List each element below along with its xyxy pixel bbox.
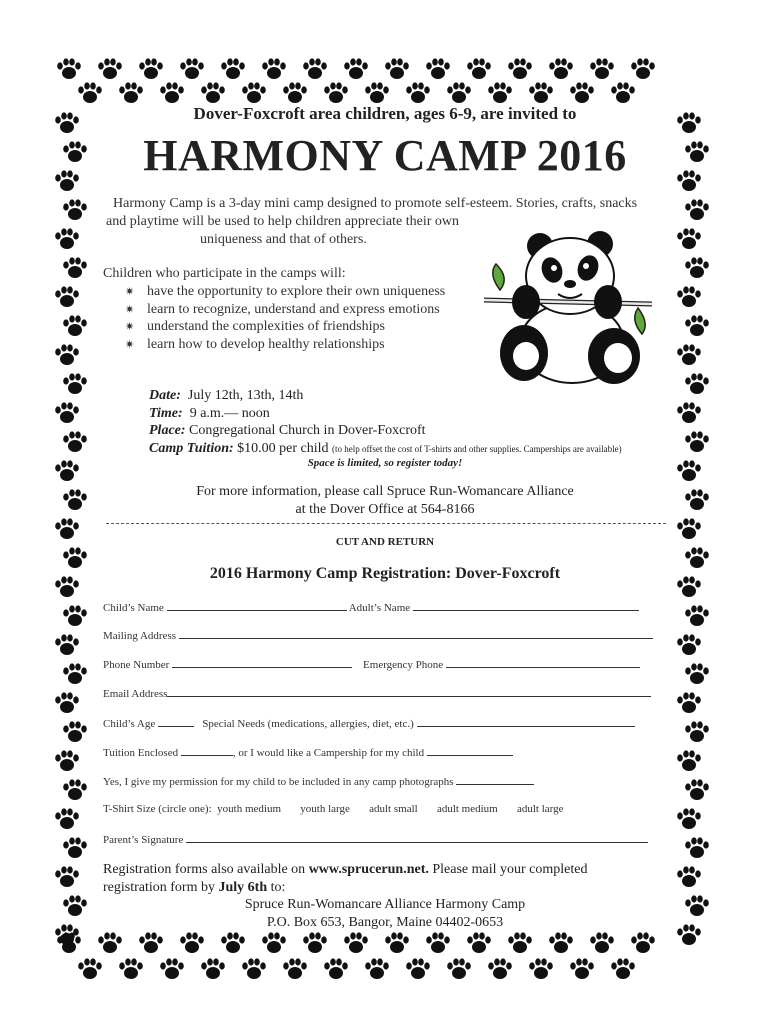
paw-print-icon bbox=[487, 958, 513, 980]
paw-print-icon bbox=[62, 199, 88, 221]
paw-print-icon bbox=[54, 692, 80, 714]
special-needs-label: Special Needs (medications, allergies, diet, etc.) bbox=[202, 718, 414, 730]
paw-print-icon bbox=[684, 257, 710, 279]
paw-print-icon bbox=[220, 58, 246, 80]
paw-print-icon bbox=[507, 58, 533, 80]
paw-print-icon bbox=[62, 663, 88, 685]
paw-print-icon bbox=[302, 58, 328, 80]
footer-text: to: bbox=[267, 880, 286, 895]
paw-print-icon bbox=[200, 958, 226, 980]
form-title: 2016 Harmony Camp Registration: Dover-Foxcroft bbox=[209, 565, 561, 582]
paw-print-icon bbox=[54, 866, 80, 888]
paw-print-icon bbox=[425, 932, 451, 954]
adult-name-field[interactable] bbox=[413, 600, 639, 611]
paw-print-icon bbox=[684, 663, 710, 685]
tuition-enclosed-row bbox=[103, 745, 513, 759]
goal-text: learn how to develop healthy relationships bbox=[147, 337, 385, 352]
paw-print-icon bbox=[282, 82, 308, 104]
goal-item bbox=[125, 284, 445, 300]
bullet-icon: ✷ bbox=[125, 321, 135, 333]
paw-print-icon bbox=[302, 932, 328, 954]
cut-and-return-label: CUT AND RETURN bbox=[335, 536, 435, 548]
date-row bbox=[149, 388, 303, 404]
place-label: Place: bbox=[149, 423, 186, 438]
description-line-2: and playtime will be used to help children appreciate their own bbox=[106, 214, 459, 229]
paw-print-icon bbox=[548, 58, 574, 80]
paw-print-icon bbox=[54, 228, 80, 250]
paw-print-icon bbox=[364, 82, 390, 104]
signature-field[interactable] bbox=[186, 832, 648, 843]
paw-print-icon bbox=[384, 58, 410, 80]
paw-print-icon bbox=[589, 932, 615, 954]
paw-print-icon bbox=[138, 932, 164, 954]
campership-field[interactable] bbox=[427, 745, 513, 756]
special-needs-field[interactable] bbox=[417, 716, 635, 727]
tuition-enclosed-label: Tuition Enclosed bbox=[103, 747, 179, 759]
paw-print-icon bbox=[159, 82, 185, 104]
paw-print-icon bbox=[676, 866, 702, 888]
child-name-row bbox=[103, 600, 639, 614]
paw-print-icon bbox=[323, 82, 349, 104]
campership-label: , or I would like a Campership for my child bbox=[232, 747, 425, 759]
paw-print-icon bbox=[282, 958, 308, 980]
paw-print-icon bbox=[684, 373, 710, 395]
permission-field[interactable] bbox=[456, 774, 534, 785]
paw-print-icon bbox=[62, 721, 88, 743]
paw-print-icon bbox=[466, 58, 492, 80]
paw-print-icon bbox=[384, 932, 410, 954]
emergency-label: Emergency Phone bbox=[363, 659, 444, 671]
time-label: Time: bbox=[149, 406, 183, 421]
place-row bbox=[149, 423, 426, 439]
tuition-label: Camp Tuition: bbox=[149, 441, 234, 456]
paw-print-icon bbox=[62, 257, 88, 279]
age-label: Child’s Age bbox=[103, 718, 156, 730]
paw-print-icon bbox=[62, 431, 88, 453]
paw-print-icon bbox=[62, 837, 88, 859]
size-option[interactable]: adult small bbox=[369, 803, 418, 815]
contact-line-2: at the Dover Office at 564-8166 bbox=[295, 502, 475, 517]
intro-line: Dover-Foxcroft area children, ages 6-9, are invited to bbox=[193, 104, 577, 123]
paw-print-icon bbox=[241, 958, 267, 980]
goal-item bbox=[125, 319, 385, 335]
size-option[interactable]: adult medium bbox=[436, 803, 498, 815]
paw-print-icon bbox=[569, 82, 595, 104]
footer-text: Registration forms also available on bbox=[103, 862, 309, 877]
paw-print-icon bbox=[487, 82, 513, 104]
paw-print-icon bbox=[507, 932, 533, 954]
paw-print-icon bbox=[54, 634, 80, 656]
mailing-field[interactable] bbox=[179, 628, 653, 639]
paw-print-icon bbox=[405, 958, 431, 980]
paw-print-icon bbox=[343, 932, 369, 954]
paw-print-icon bbox=[684, 779, 710, 801]
permission-label: Yes, I give my permission for my child to be included in any camp photographs bbox=[103, 776, 454, 788]
goal-item bbox=[125, 302, 440, 318]
paw-print-icon bbox=[220, 932, 246, 954]
paw-print-icon bbox=[62, 373, 88, 395]
goal-item bbox=[125, 337, 385, 353]
tshirt-row bbox=[103, 803, 564, 815]
paw-print-icon bbox=[676, 634, 702, 656]
child-name-field[interactable] bbox=[167, 600, 347, 611]
space-limited-note: Space is limited, so register today! bbox=[307, 457, 463, 469]
website-link[interactable]: www.sprucerun.net. bbox=[308, 862, 429, 877]
place-value: Congregational Church in Dover-Foxcroft bbox=[189, 423, 426, 438]
time-value: 9 a.m.— noon bbox=[189, 406, 270, 421]
paw-print-icon bbox=[630, 58, 656, 80]
paw-print-icon bbox=[528, 82, 554, 104]
goal-text: learn to recognize, understand and express emotions bbox=[147, 302, 440, 317]
paw-print-icon bbox=[676, 750, 702, 772]
paw-print-icon bbox=[159, 958, 185, 980]
phone-label: Phone Number bbox=[103, 659, 170, 671]
paw-print-icon bbox=[548, 932, 574, 954]
paw-print-icon bbox=[446, 958, 472, 980]
bullet-icon: ✷ bbox=[125, 304, 135, 316]
paw-print-icon bbox=[676, 692, 702, 714]
paw-print-icon bbox=[684, 605, 710, 627]
size-option[interactable]: youth large bbox=[300, 803, 350, 815]
paw-print-icon bbox=[138, 58, 164, 80]
tuition-note: (to help offset the cost of T-shirts and other supplies. Camperships are available) bbox=[332, 444, 622, 454]
paw-print-icon bbox=[684, 315, 710, 337]
paw-print-icon bbox=[610, 958, 636, 980]
paw-print-icon bbox=[54, 402, 80, 424]
bullet-icon: ✷ bbox=[125, 339, 135, 351]
paw-print-icon bbox=[466, 932, 492, 954]
paw-print-icon bbox=[56, 58, 82, 80]
age-field[interactable] bbox=[158, 716, 194, 727]
cut-line bbox=[106, 523, 666, 524]
paw-print-icon bbox=[676, 228, 702, 250]
phone-field[interactable] bbox=[172, 657, 352, 668]
paw-print-icon bbox=[528, 958, 554, 980]
paw-print-icon bbox=[62, 779, 88, 801]
mailing-label: Mailing Address bbox=[103, 630, 177, 642]
paw-print-icon bbox=[77, 82, 103, 104]
paw-print-icon bbox=[261, 58, 287, 80]
paw-print-icon bbox=[118, 958, 144, 980]
paw-print-icon bbox=[364, 958, 390, 980]
deadline-date: July 6th bbox=[218, 880, 268, 895]
paw-print-icon bbox=[97, 58, 123, 80]
email-label: Email Address bbox=[103, 688, 168, 700]
paw-print-icon bbox=[343, 58, 369, 80]
email-field[interactable] bbox=[167, 686, 651, 697]
goal-text: have the opportunity to explore their own uniqueness bbox=[147, 284, 446, 299]
paw-print-icon bbox=[241, 82, 267, 104]
paw-print-icon bbox=[630, 932, 656, 954]
paw-print-icon bbox=[425, 58, 451, 80]
paw-print-icon bbox=[676, 286, 702, 308]
goals-intro: Children who participate in the camps will: bbox=[103, 266, 346, 281]
paw-print-icon bbox=[569, 958, 595, 980]
paw-print-icon bbox=[54, 344, 80, 366]
tuition-value: $10.00 per child bbox=[237, 441, 329, 456]
mailing-address-line-1: Spruce Run-Womancare Alliance Harmony Camp bbox=[244, 897, 526, 912]
signature-label: Parent’s Signature bbox=[103, 834, 184, 846]
mailing-address-line-2: P.O. Box 653, Bangor, Maine 04402-0653 bbox=[266, 915, 504, 930]
paw-print-icon bbox=[405, 82, 431, 104]
bullet-icon: ✷ bbox=[125, 286, 135, 298]
tshirt-label: T-Shirt Size (circle one): bbox=[103, 803, 212, 815]
description-line-3: uniqueness and that of others. bbox=[200, 232, 367, 247]
adult-name-label: Adult’s Name bbox=[348, 602, 411, 614]
paw-print-icon bbox=[118, 82, 144, 104]
paw-print-icon bbox=[446, 82, 472, 104]
footer-line-1 bbox=[103, 862, 587, 878]
paw-print-icon bbox=[54, 286, 80, 308]
paw-print-icon bbox=[610, 82, 636, 104]
paw-print-icon bbox=[97, 932, 123, 954]
panda-illustration bbox=[482, 228, 658, 388]
size-option[interactable]: adult large bbox=[516, 803, 564, 815]
date-label: Date: bbox=[149, 388, 181, 403]
signature-row bbox=[103, 832, 648, 846]
time-row bbox=[149, 406, 270, 422]
size-option[interactable]: youth medium bbox=[217, 803, 282, 815]
paw-print-icon bbox=[684, 199, 710, 221]
page-title: HARMONY CAMP 2016 bbox=[143, 131, 627, 180]
permission-row bbox=[103, 774, 534, 788]
paw-print-icon bbox=[261, 932, 287, 954]
child-name-label: Child’s Name bbox=[103, 602, 164, 614]
paw-print-icon bbox=[179, 932, 205, 954]
paw-print-icon bbox=[676, 808, 702, 830]
mailing-row bbox=[103, 628, 653, 642]
paw-print-icon bbox=[323, 958, 349, 980]
phone-row bbox=[103, 657, 640, 671]
date-value: July 12th, 13th, 14th bbox=[187, 388, 304, 403]
age-row bbox=[103, 716, 635, 730]
paw-print-icon bbox=[684, 837, 710, 859]
footer-text: Please mail your completed bbox=[428, 862, 588, 877]
footer-line-2 bbox=[103, 880, 285, 896]
goal-text: understand the complexities of friendships bbox=[147, 319, 385, 334]
description-line-1: Harmony Camp is a 3-day mini camp designed to promote self-esteem. Stories, crafts, snacks bbox=[113, 196, 638, 211]
paw-print-icon bbox=[684, 721, 710, 743]
tuition-enclosed-field[interactable] bbox=[181, 745, 233, 756]
paw-print-icon bbox=[200, 82, 226, 104]
paw-print-icon bbox=[54, 808, 80, 830]
paw-print-icon bbox=[62, 315, 88, 337]
footer-text: registration form by bbox=[103, 880, 219, 895]
paw-print-icon bbox=[179, 58, 205, 80]
paw-print-icon bbox=[589, 58, 615, 80]
emergency-field[interactable] bbox=[446, 657, 640, 668]
email-row bbox=[103, 686, 651, 700]
paw-print-icon bbox=[676, 344, 702, 366]
paw-print-icon bbox=[62, 605, 88, 627]
paw-print-icon bbox=[54, 750, 80, 772]
paw-print-icon bbox=[77, 958, 103, 980]
contact-line-1: For more information, please call Spruce Run-Womancare Alliance bbox=[196, 484, 574, 499]
tuition-row bbox=[149, 441, 622, 457]
paw-print-icon bbox=[684, 431, 710, 453]
paw-print-icon bbox=[676, 402, 702, 424]
